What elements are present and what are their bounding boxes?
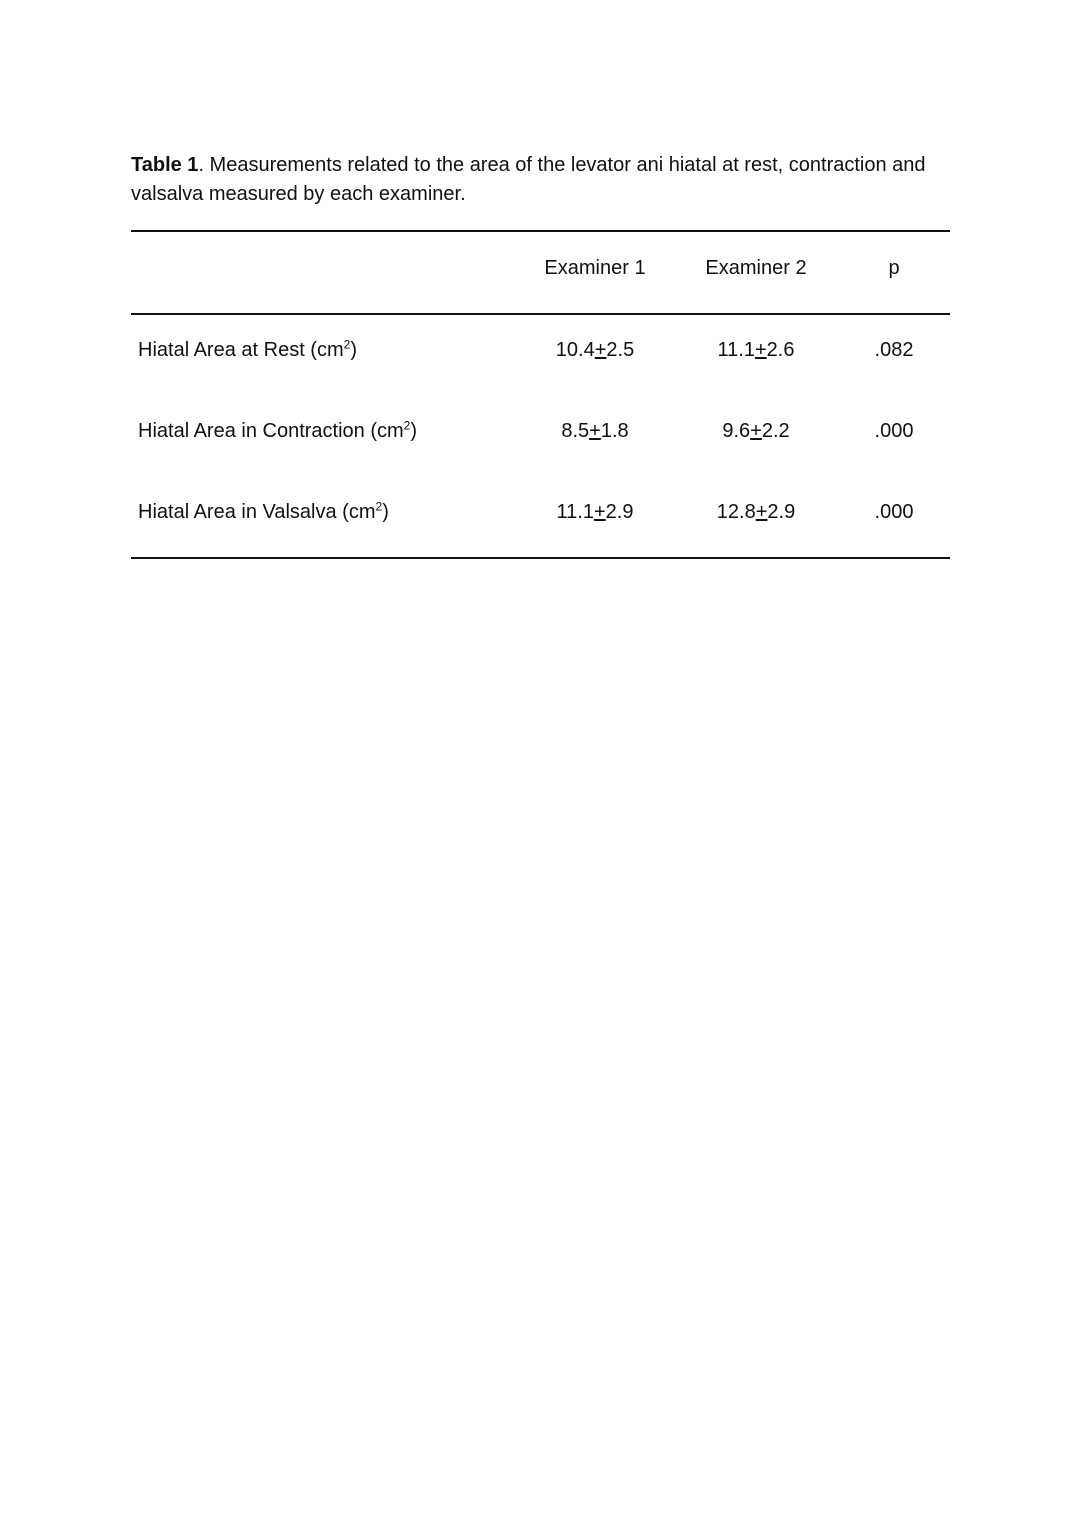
table-header-rule <box>131 313 950 315</box>
mean-value: 10.4 <box>555 339 595 361</box>
row-label-text: Hiatal Area in Valsalva (cm <box>138 501 376 523</box>
unit-superscript: 2 <box>343 337 351 352</box>
plus-minus-sign: + <box>589 420 601 442</box>
header-p: p <box>888 257 900 279</box>
sd-value: 2.6 <box>766 339 795 361</box>
header-examiner-1: Examiner 1 <box>544 257 646 279</box>
plus-minus-sign: + <box>750 420 762 442</box>
sd-value: 1.8 <box>600 420 629 442</box>
mean-value: 9.6 <box>722 420 751 442</box>
cell-valsalva-examiner-1 <box>510 500 680 524</box>
row-label-text: Hiatal Area in Contraction (cm <box>138 420 404 442</box>
row-label-text: Hiatal Area at Rest (cm <box>138 339 344 361</box>
unit-superscript: 2 <box>403 418 411 433</box>
table-caption <box>131 151 931 209</box>
cell-rest-p: .082 <box>874 339 914 361</box>
plus-minus-sign: + <box>594 339 607 361</box>
row-label-contraction <box>138 419 417 443</box>
cell-valsalva-p: .000 <box>874 501 914 523</box>
row-label-valsalva <box>138 500 389 524</box>
sd-value: 2.9 <box>767 501 796 523</box>
row-label-end: ) <box>350 339 357 361</box>
plus-minus-sign: + <box>754 339 767 361</box>
header-examiner-2: Examiner 2 <box>705 257 807 279</box>
caption-label: Table 1 <box>131 154 199 176</box>
row-label-end: ) <box>382 501 389 523</box>
table-top-rule <box>131 230 950 232</box>
unit-superscript: 2 <box>375 499 383 514</box>
row-label-rest <box>138 338 357 362</box>
plus-minus-sign: + <box>755 501 768 523</box>
mean-value: 12.8 <box>716 501 756 523</box>
row-label-end: ) <box>410 420 418 442</box>
cell-contraction-examiner-1 <box>510 419 680 443</box>
sd-value: 2.9 <box>605 501 634 523</box>
cell-contraction-p: .000 <box>874 420 914 442</box>
sd-value: 2.5 <box>606 339 635 361</box>
caption-text: . Measurements related to the area of the levator ani hiatal at rest, contraction and valsalva measured by each examiner. <box>131 154 926 205</box>
table-bottom-rule <box>131 557 950 559</box>
plus-minus-sign: + <box>593 501 606 523</box>
mean-value: 8.5 <box>561 420 590 442</box>
cell-rest-examiner-1 <box>510 338 680 362</box>
mean-value: 11.1 <box>556 501 594 523</box>
mean-value: 11.1 <box>717 339 755 361</box>
sd-value: 2.2 <box>761 420 790 442</box>
